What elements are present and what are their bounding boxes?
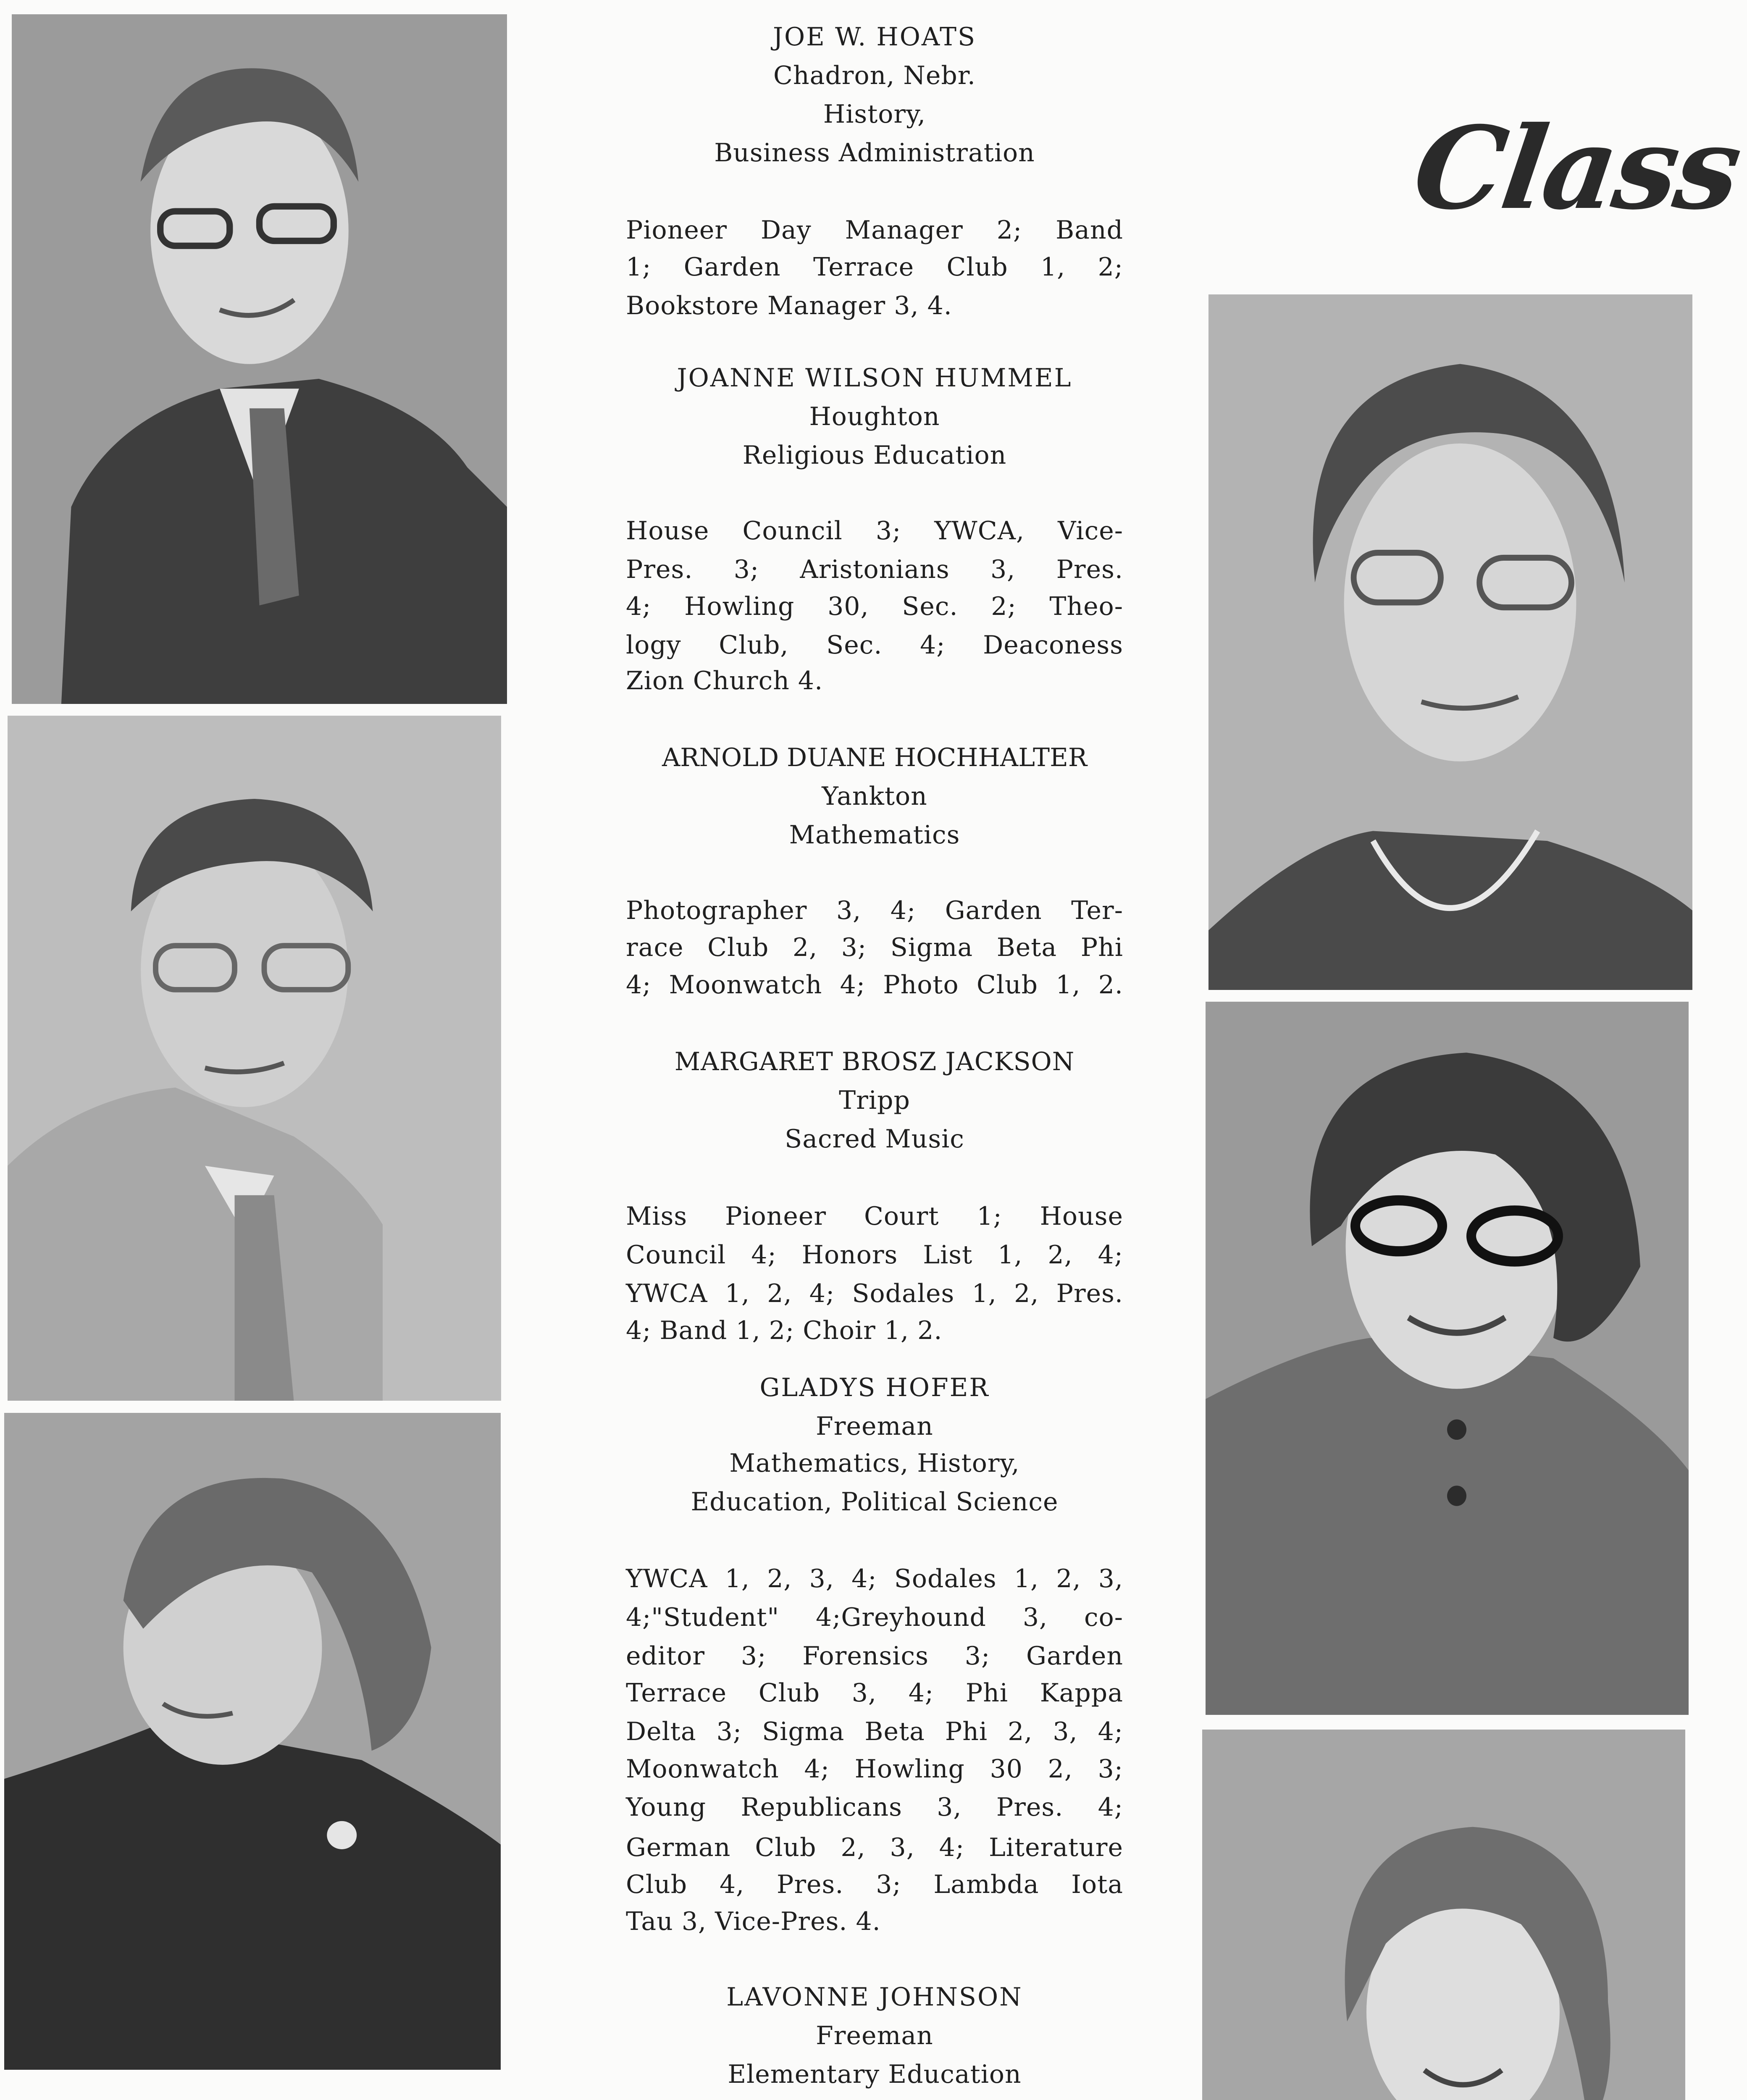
student-activities-line: German Club 2, 3, 4; Literature (626, 1833, 1123, 1862)
student-name: JOE W. HOATS (772, 22, 977, 52)
student-name: JOANNE WILSON HUMMEL (677, 363, 1072, 393)
student-hometown: Freeman (816, 2021, 933, 2050)
student-name: ARNOLD DUANE HOCHHALTER (662, 743, 1088, 772)
student-major: History, (823, 100, 926, 129)
student-hometown: Freeman (816, 1412, 933, 1441)
student-activities-line: 4; Howling 30, Sec. 2; Theo- (626, 592, 1123, 621)
student-activities-line: 4; Moonwatch 4; Photo Club 1, 2. (626, 970, 1123, 1000)
student-major: Religious Education (742, 441, 1007, 470)
photo-lavonne-johnson (1202, 1730, 1685, 2100)
student-hometown: Tripp (839, 1086, 910, 1115)
student-activities-line: Miss Pioneer Court 1; House (626, 1202, 1123, 1231)
photo-margaret-jackson (1206, 1002, 1689, 1715)
student-activities-line: Photographer 3, 4; Garden Ter- (626, 896, 1123, 925)
portrait-woman-icon (4, 1413, 501, 2070)
student-activities-line: House Council 3; YWCA, Vice- (626, 516, 1123, 546)
student-activities-line: 4; Band 1, 2; Choir 1, 2. (626, 1316, 943, 1345)
student-activities-line: 4;"Student" 4;Greyhound 3, co- (626, 1603, 1123, 1632)
student-hometown: Houghton (809, 402, 940, 431)
student-activities-line: YWCA 1, 2, 4; Sodales 1, 2, Pres. (626, 1279, 1123, 1308)
student-activities-line: Bookstore Manager 3, 4. (626, 291, 952, 320)
student-activities-line: race Club 2, 3; Sigma Beta Phi (626, 933, 1123, 962)
student-name: MARGARET BROSZ JACKSON (674, 1047, 1075, 1076)
student-name: LAVONNE JOHNSON (726, 1982, 1023, 2012)
student-activities-line: Club 4, Pres. 3; Lambda Iota (626, 1870, 1123, 1899)
student-activities-line: Council 4; Honors List 1, 2, 4; (626, 1240, 1123, 1270)
student-major: Elementary Education (728, 2060, 1022, 2089)
portrait-man-icon (8, 716, 501, 1401)
portrait-man-icon (12, 14, 507, 704)
student-activities-line: YWCA 1, 2, 3, 4; Sodales 1, 2, 3, (626, 1564, 1123, 1593)
student-major: Mathematics, History, (729, 1449, 1020, 1478)
student-major: Education, Political Science (691, 1487, 1059, 1517)
student-activities-line: Pioneer Day Manager 2; Band (626, 215, 1123, 245)
student-major: Sacred Music (785, 1124, 964, 1154)
student-activities-line: logy Club, Sec. 4; Deaconess (626, 630, 1123, 660)
student-activities-line: Moonwatch 4; Howling 30 2, 3; (626, 1754, 1123, 1784)
student-activities-line: Young Republicans 3, Pres. 4; (626, 1793, 1123, 1822)
student-hometown: Chadron, Nebr. (773, 61, 976, 90)
student-activities-line: Zion Church 4. (626, 666, 823, 696)
photo-joe-hoats (12, 14, 507, 704)
student-hometown: Yankton (822, 782, 927, 811)
photo-joanne-hummel (1208, 294, 1692, 990)
student-activities-line: editor 3; Forensics 3; Garden (626, 1641, 1123, 1671)
student-major: Business Administration (714, 138, 1035, 168)
student-activities-line: Pres. 3; Aristonians 3, Pres. (626, 555, 1123, 584)
portrait-woman-icon (1208, 294, 1692, 990)
student-activities-line: Terrace Club 3, 4; Phi Kappa (626, 1678, 1123, 1708)
photo-arnold-hochhalter (8, 716, 501, 1401)
student-major: Mathematics (789, 820, 960, 850)
portrait-woman-icon (1206, 1002, 1689, 1715)
portrait-woman-icon (1202, 1730, 1685, 2100)
student-activities-line: 1; Garden Terrace Club 1, 2; (626, 252, 1123, 282)
section-heading-class: Class (1406, 101, 1747, 235)
student-activities-line: Tau 3, Vice-Pres. 4. (626, 1907, 881, 1936)
student-name: GLADYS HOFER (759, 1373, 990, 1402)
student-activities-line: Delta 3; Sigma Beta Phi 2, 3, 4; (626, 1717, 1123, 1746)
photo-gladys-hofer (4, 1413, 501, 2070)
